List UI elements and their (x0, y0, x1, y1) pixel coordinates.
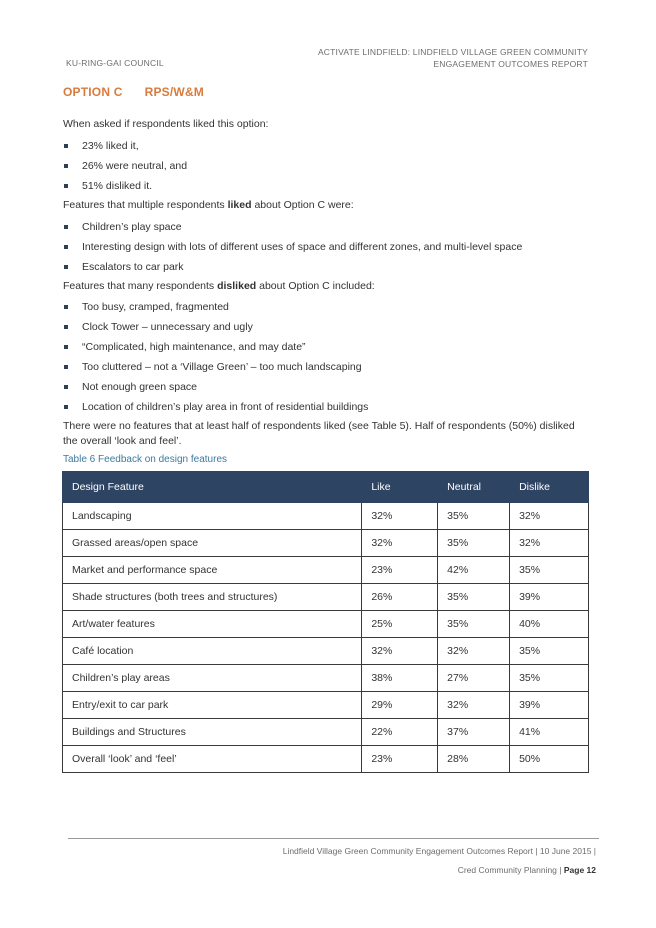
table-cell: Café location (63, 638, 362, 665)
table-row (63, 530, 589, 557)
table-cell: 27% (438, 665, 510, 692)
footer-divider (68, 838, 599, 839)
table-cell: 23% (362, 557, 438, 584)
list-item: Too cluttered – not a ‘Village Green’ – too much landscaping (63, 360, 368, 380)
table-cell: 35% (438, 503, 510, 530)
table-cell: 23% (362, 746, 438, 773)
table-cell: 39% (510, 584, 589, 611)
list-item: Location of children’s play area in front of residential buildings (63, 400, 368, 420)
footer-page-line (458, 865, 596, 875)
list-item: 51% disliked it. (63, 179, 187, 199)
liked-intro-after: about Option C were: (251, 199, 354, 211)
table-cell: Shade structures (both trees and structures) (63, 584, 362, 611)
table-cell: 32% (438, 638, 510, 665)
section-heading (63, 85, 204, 99)
table-cell: Buildings and Structures (63, 719, 362, 746)
option-label: OPTION C (63, 85, 123, 99)
table-cell: 50% (510, 746, 589, 773)
disliked-intro (63, 279, 583, 294)
disliked-list (63, 300, 368, 420)
table-cell: Overall ‘look’ and ‘feel’ (63, 746, 362, 773)
table-cell: 35% (438, 584, 510, 611)
table-row (63, 503, 589, 530)
liked-list (63, 220, 522, 280)
table-cell: 29% (362, 692, 438, 719)
list-item: “Complicated, high maintenance, and may date” (63, 340, 368, 360)
table-row (63, 665, 589, 692)
summary-paragraph: There were no features that at least half of respondents liked (see Table 5). Half of respondents (50%) disliked the overall ‘look and feel’. (63, 420, 575, 447)
table-cell: 32% (438, 692, 510, 719)
table-header-row (63, 472, 589, 503)
table-row (63, 746, 589, 773)
report-title-line1: ACTIVATE LINDFIELD: LINDFIELD VILLAGE GREEN COMMUNITY (317, 47, 588, 57)
table-cell: Landscaping (63, 503, 362, 530)
table-cell: Art/water features (63, 611, 362, 638)
feedback-table (62, 471, 589, 773)
table-caption: Table 6 Feedback on design features (63, 454, 227, 465)
table-cell: 40% (510, 611, 589, 638)
table-cell: Children’s play areas (63, 665, 362, 692)
table-cell: 35% (510, 665, 589, 692)
table-cell: 35% (438, 611, 510, 638)
list-item: 26% were neutral, and (63, 159, 187, 179)
footer-report-line: Lindfield Village Green Community Engagement Outcomes Report | 10 June 2015 | (282, 846, 596, 856)
liked-intro-before: Features that multiple respondents (63, 199, 228, 211)
table-cell: Entry/exit to car park (63, 692, 362, 719)
table-cell: 28% (438, 746, 510, 773)
report-title (318, 46, 588, 70)
list-item: Children’s play space (63, 220, 522, 240)
list-item: Interesting design with lots of different uses of space and different zones, and multi-level space (63, 240, 522, 260)
table-cell: 38% (362, 665, 438, 692)
disliked-emphasis: disliked (217, 280, 257, 292)
council-name: KU-RING-GAI COUNCIL (66, 58, 164, 68)
footer-author: Cred Community Planning | (457, 865, 564, 875)
list-item: 23% liked it, (63, 139, 187, 159)
liked-intro (63, 198, 583, 213)
list-item: Clock Tower – unnecessary and ugly (63, 320, 368, 340)
table-cell: 26% (362, 584, 438, 611)
column-header: Design Feature (63, 472, 362, 503)
table-cell: 42% (438, 557, 510, 584)
ratings-list (63, 139, 187, 199)
table-row (63, 611, 589, 638)
list-item: Escalators to car park (63, 260, 522, 280)
table-cell: Market and performance space (63, 557, 362, 584)
table-cell: Grassed areas/open space (63, 530, 362, 557)
column-header: Like (362, 472, 438, 503)
list-item: Too busy, cramped, fragmented (63, 300, 368, 320)
table-cell: 35% (510, 557, 589, 584)
table-row (63, 692, 589, 719)
table-cell: 32% (510, 530, 589, 557)
list-item: Not enough green space (63, 380, 368, 400)
report-title-line2: ENGAGEMENT OUTCOMES REPORT (433, 59, 588, 69)
table-cell: 32% (362, 530, 438, 557)
table-cell: 39% (510, 692, 589, 719)
table-cell: 32% (510, 503, 589, 530)
table-cell: 32% (362, 503, 438, 530)
table-cell: 41% (510, 719, 589, 746)
option-code: RPS/W&M (144, 85, 205, 99)
disliked-intro-before: Features that many respondents (63, 280, 218, 292)
table-cell: 22% (362, 719, 438, 746)
table-row (63, 557, 589, 584)
table-cell: 25% (362, 611, 438, 638)
table-cell: 32% (362, 638, 438, 665)
liked-emphasis: liked (227, 199, 252, 211)
intro-paragraph: When asked if respondents liked this option: (63, 118, 269, 130)
table-row (63, 719, 589, 746)
column-header: Neutral (438, 472, 510, 503)
table-cell: 37% (438, 719, 510, 746)
disliked-intro-after: about Option C included: (256, 280, 375, 292)
table-cell: 35% (438, 530, 510, 557)
page-number: Page 12 (563, 865, 596, 875)
table-cell: 35% (510, 638, 589, 665)
table-row (63, 638, 589, 665)
column-header: Dislike (510, 472, 589, 503)
table-row (63, 584, 589, 611)
